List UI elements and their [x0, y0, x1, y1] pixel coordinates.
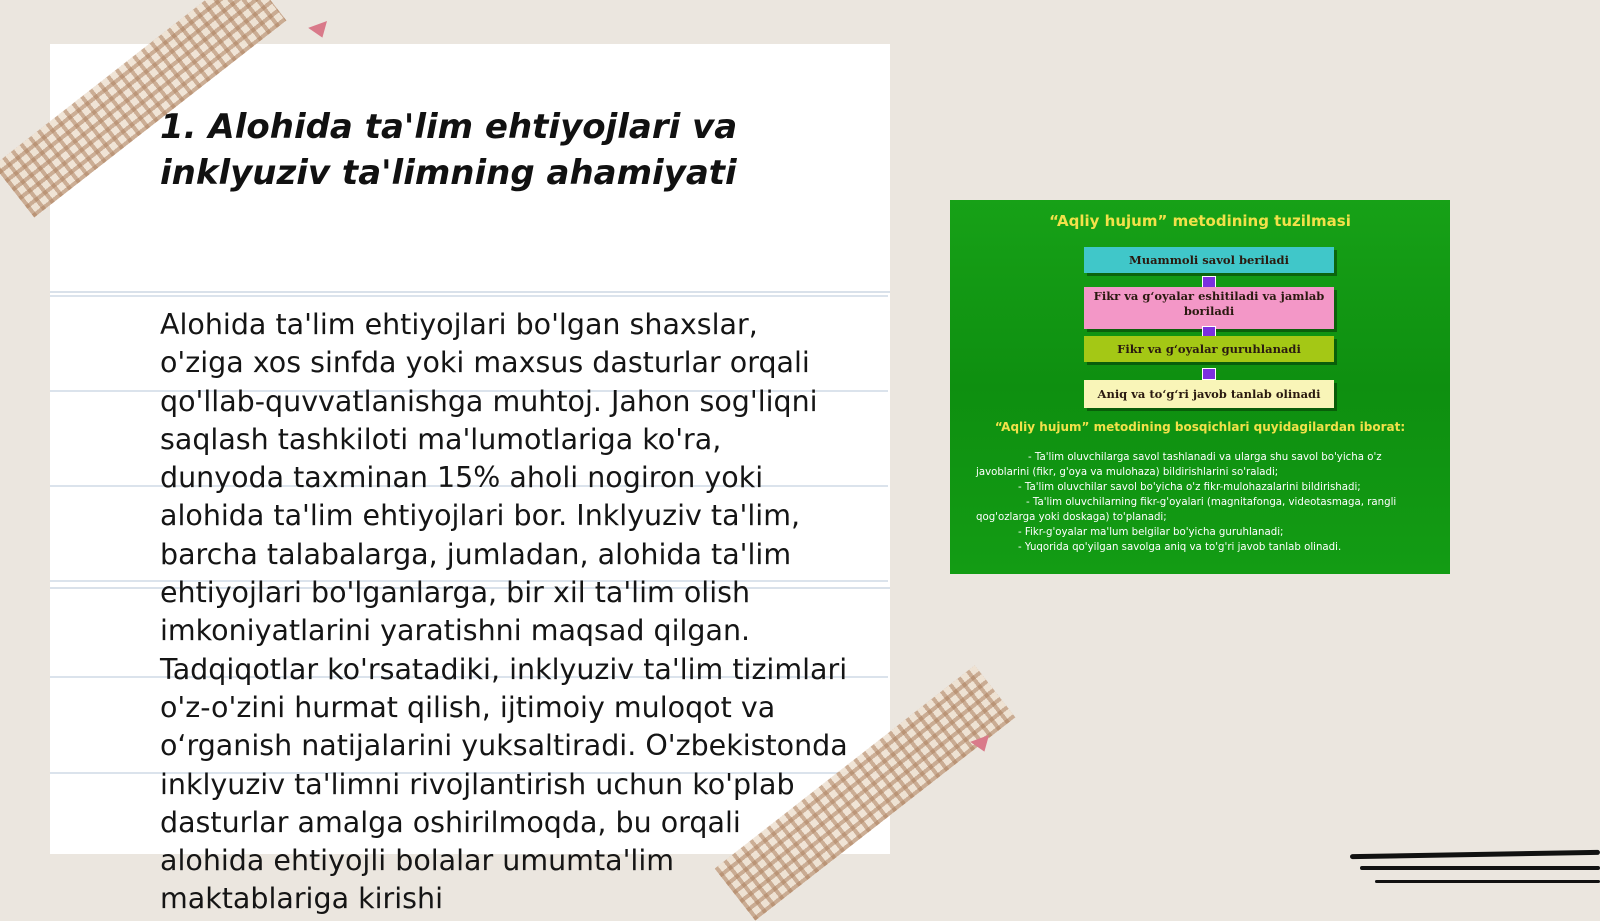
brush-stroke-icon [1375, 880, 1600, 883]
flow-box-label: Fikr va g‘oyalar guruhlanadi [1117, 342, 1301, 356]
list-item: - Ta'lim oluvchilarning fikr-g'oyalari (magnitafonga, videotasmaga, rangli qog'ozlarga yoki doskaga) to'planadi; [976, 497, 1397, 523]
flow-box-label: Aniq va to‘g‘ri javob tanlab olinadi [1097, 387, 1321, 401]
brush-stroke-icon [1350, 850, 1600, 859]
page-title [160, 104, 800, 196]
slide-title: “Aqliy hujum” metodining tuzilmasi [1049, 212, 1351, 230]
push-pin-icon [308, 21, 332, 41]
list-item: - Ta'lim oluvchilar savol bo'yicha o'z fikr-mulohazalarini bildirishadi; [1018, 482, 1361, 493]
steps-heading: “Aqliy hujum” metodining bosqichlari quyidagilardan iborat: [994, 420, 1406, 434]
flow-box [1084, 380, 1334, 408]
title-line-1: 1. Alohida ta'lim ehtiyojlari va [160, 107, 738, 147]
list-item: - Ta'lim oluvchilarga savol tashlanadi va ularga shu savol bo'yicha o'z javoblarini (fikr, g'oya va mulohaza) bildirishlarini so'raladi; [976, 452, 1382, 478]
flow-box-label: Fikr va g‘oyalar eshitiladi va jamlab boriladi [1093, 289, 1325, 318]
body-paragraph: Alohida ta'lim ehtiyojlari bo'lgan shaxslar, o'ziga xos sinfda yoki maxsus dasturlar orqali qo'llab-quvvatlanishga muhtoj. Jahon sog'liqni saqlash tashkiloti ma'lumotlariga ko'ra, dunyoda taxminan 15% aholi nogiron yoki alohida ta'lim ehtiyojlari bor. Inklyuziv ta'lim, barcha talabalarga, jumladan, alohida ta'lim ehtiyojlari bo'lganlarga, bir xil ta'lim olish imkoniyatlarini yaratishni maqsad qilgan. Tadqiqotlar ko'rsatadiki, inklyuziv ta'lim tizimlari o'z-o'zini hurmat qilish, ijtimoiy muloqot va oʻrganish natijalarini yuksaltiradi. O'zbekistonda inklyuziv ta'limni rivojlantirish uchun ko'plab dasturlar amalga oshirilmoqda, bu orqali alohida ehtiyojli bolalar umumta'lim maktablariga kirishi [160, 308, 848, 916]
title-line-2: inklyuziv ta'limning ahamiyati [160, 153, 737, 193]
flow-connector [1202, 368, 1216, 380]
embedded-slide-image [950, 200, 1450, 574]
flow-box-label: Muammoli savol beriladi [1129, 253, 1289, 267]
ruled-line [50, 295, 888, 297]
flow-box [1084, 247, 1334, 273]
flow-box [1084, 336, 1334, 362]
brush-stroke-icon [1360, 866, 1600, 870]
list-item: - Yuqorida qo'yilgan savolga aniq va to'g'ri javob tanlab olinadi. [1018, 542, 1342, 553]
list-item: - Fikr-g'oyalar ma'lum belgilar bo'yicha guruhlanadi; [1018, 527, 1284, 538]
steps-list [976, 450, 1431, 555]
flow-box [1084, 287, 1334, 329]
